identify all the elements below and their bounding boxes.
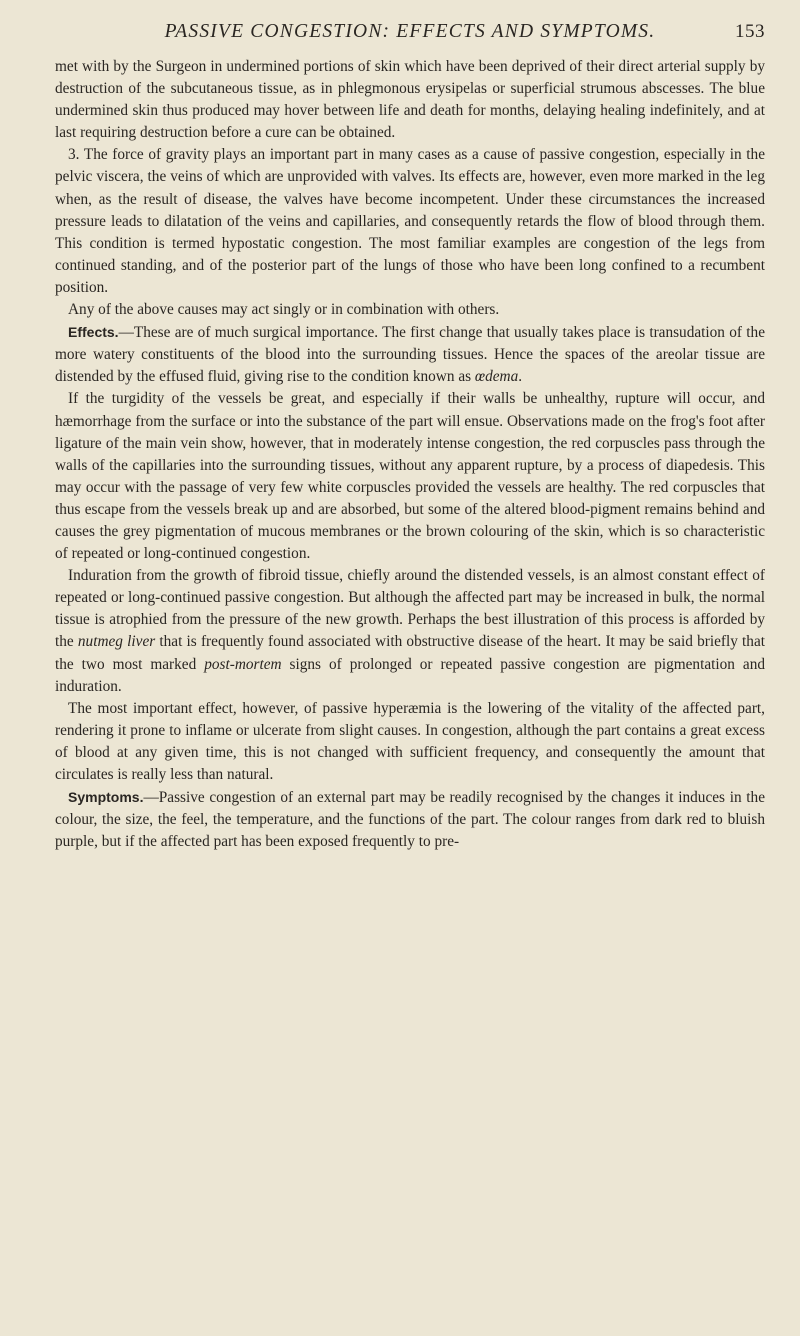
term-oedema: œdema — [474, 368, 519, 386]
induration-text-a: Induration from the growth of fibroid tissue, chiefly around the distended vessels, is an almost constant effect of repeated or long-continued passive congestion. But although the affected part may be increased in bulk, the normal tissue is atrophied from the pressure of the new growth. Perhaps the best illustration of this process is afforded by the — [55, 567, 765, 651]
page-body — [55, 56, 765, 853]
section-heading-symptoms: Symptoms. — [68, 789, 144, 806]
paragraph-induration — [55, 565, 765, 698]
effects-text-end: . — [518, 368, 523, 386]
paragraph-haemorrhage: If the turgidity of the vessels be great, and especially if their walls be unhealthy, rupture will occur, and hæmorrhage from the surface or into the substance of the part will ensue. Observations made on the frog's foot after ligature of the main vein show, however, that in moderately intense congestion, the red corpuscles pass through the walls of the capillaries into the surrounding tissues, without any apparent rupture, by a process of diapedesis. This may occur with the passage of very few white corpuscles provided the vessels are healthy. The red corpuscles that thus escape from the vessels break up and are absorbed, but some of the altered blood-pigment remains behind and causes the grey pigmentation of mucous membranes or the brown colouring of the skin, which is so characteristic of repeated or long-continued congestion. — [55, 390, 765, 563]
induration-text-b: that is frequently found associated with obstructive disease of the heart. It may be said briefly that the two most marked — [55, 633, 765, 673]
term-post-mortem: post-mortem — [204, 655, 282, 673]
paragraph-effects — [55, 321, 765, 388]
running-title: PASSIVE CONGESTION: EFFECTS AND SYMPTOMS. — [164, 21, 656, 42]
paragraph-continuation: met with by the Surgeon in undermined portions of skin which have been deprived of their direct arterial supply by destruction of the subcutaneous tissue, as in phlegmonous erysipelas or superficial strumous abscesses. The blue undermined skin thus produced may hover between life and death for months, delaying healing indefinitely, and at last requiring destruction before a cure can be obtained. — [55, 58, 765, 142]
section-heading-effects: Effects. — [68, 324, 119, 341]
book-page — [55, 14, 765, 853]
symptoms-text: —Passive congestion of an external part may be readily recognised by the changes it induces in the colour, the size, the feel, the temperature, and the functions of the part. The colour ranges from dark red to bluish purple, but if the affected part has been exposed frequently to pre- — [55, 789, 765, 851]
effects-text: —These are of much surgical importance. The first change that usually takes place is transudation of the more watery constituents of the blood into the surrounding tissues. Hence the spaces of the areolar tissue are distended by the effused fluid, giving rise to the condition known as — [55, 324, 765, 386]
paragraph-gravity-cause: 3. The force of gravity plays an important part in many cases as a cause of passive congestion, especially in the pelvic viscera, the veins of which are unprovided with valves. Its effects are, however, even more marked in the leg when, as the result of disease, the valves have become incompetent. Under these circumstances the increased pressure leads to dilatation of the veins and capillaries, and consequently retards the flow of blood through them. This condition is termed hypostatic congestion. The most familiar examples are congestion of the legs from continued standing, and of the posterior part of the lungs of those who have been long confined to a recumbent position. — [55, 146, 765, 296]
induration-text-c: signs of prolonged or repeated passive congestion are pigmentation and induration. — [55, 655, 765, 695]
running-header — [55, 14, 765, 50]
paragraph-vitality: The most important effect, however, of passive hyperæmia is the lowering of the vitality of the affected part, rendering it prone to inflame or ulcerate from slight causes. In congestion, although the part contains a great excess of blood at any given time, this is not changed with sufficient frequency, and consequently the amount that circulates is really less than natural. — [55, 699, 765, 783]
paragraph-combined-causes: Any of the above causes may act singly or in combination with others. — [68, 301, 500, 319]
page-number: 153 — [735, 21, 765, 42]
paragraph-symptoms — [55, 786, 765, 853]
term-nutmeg-liver: nutmeg liver — [77, 633, 156, 651]
